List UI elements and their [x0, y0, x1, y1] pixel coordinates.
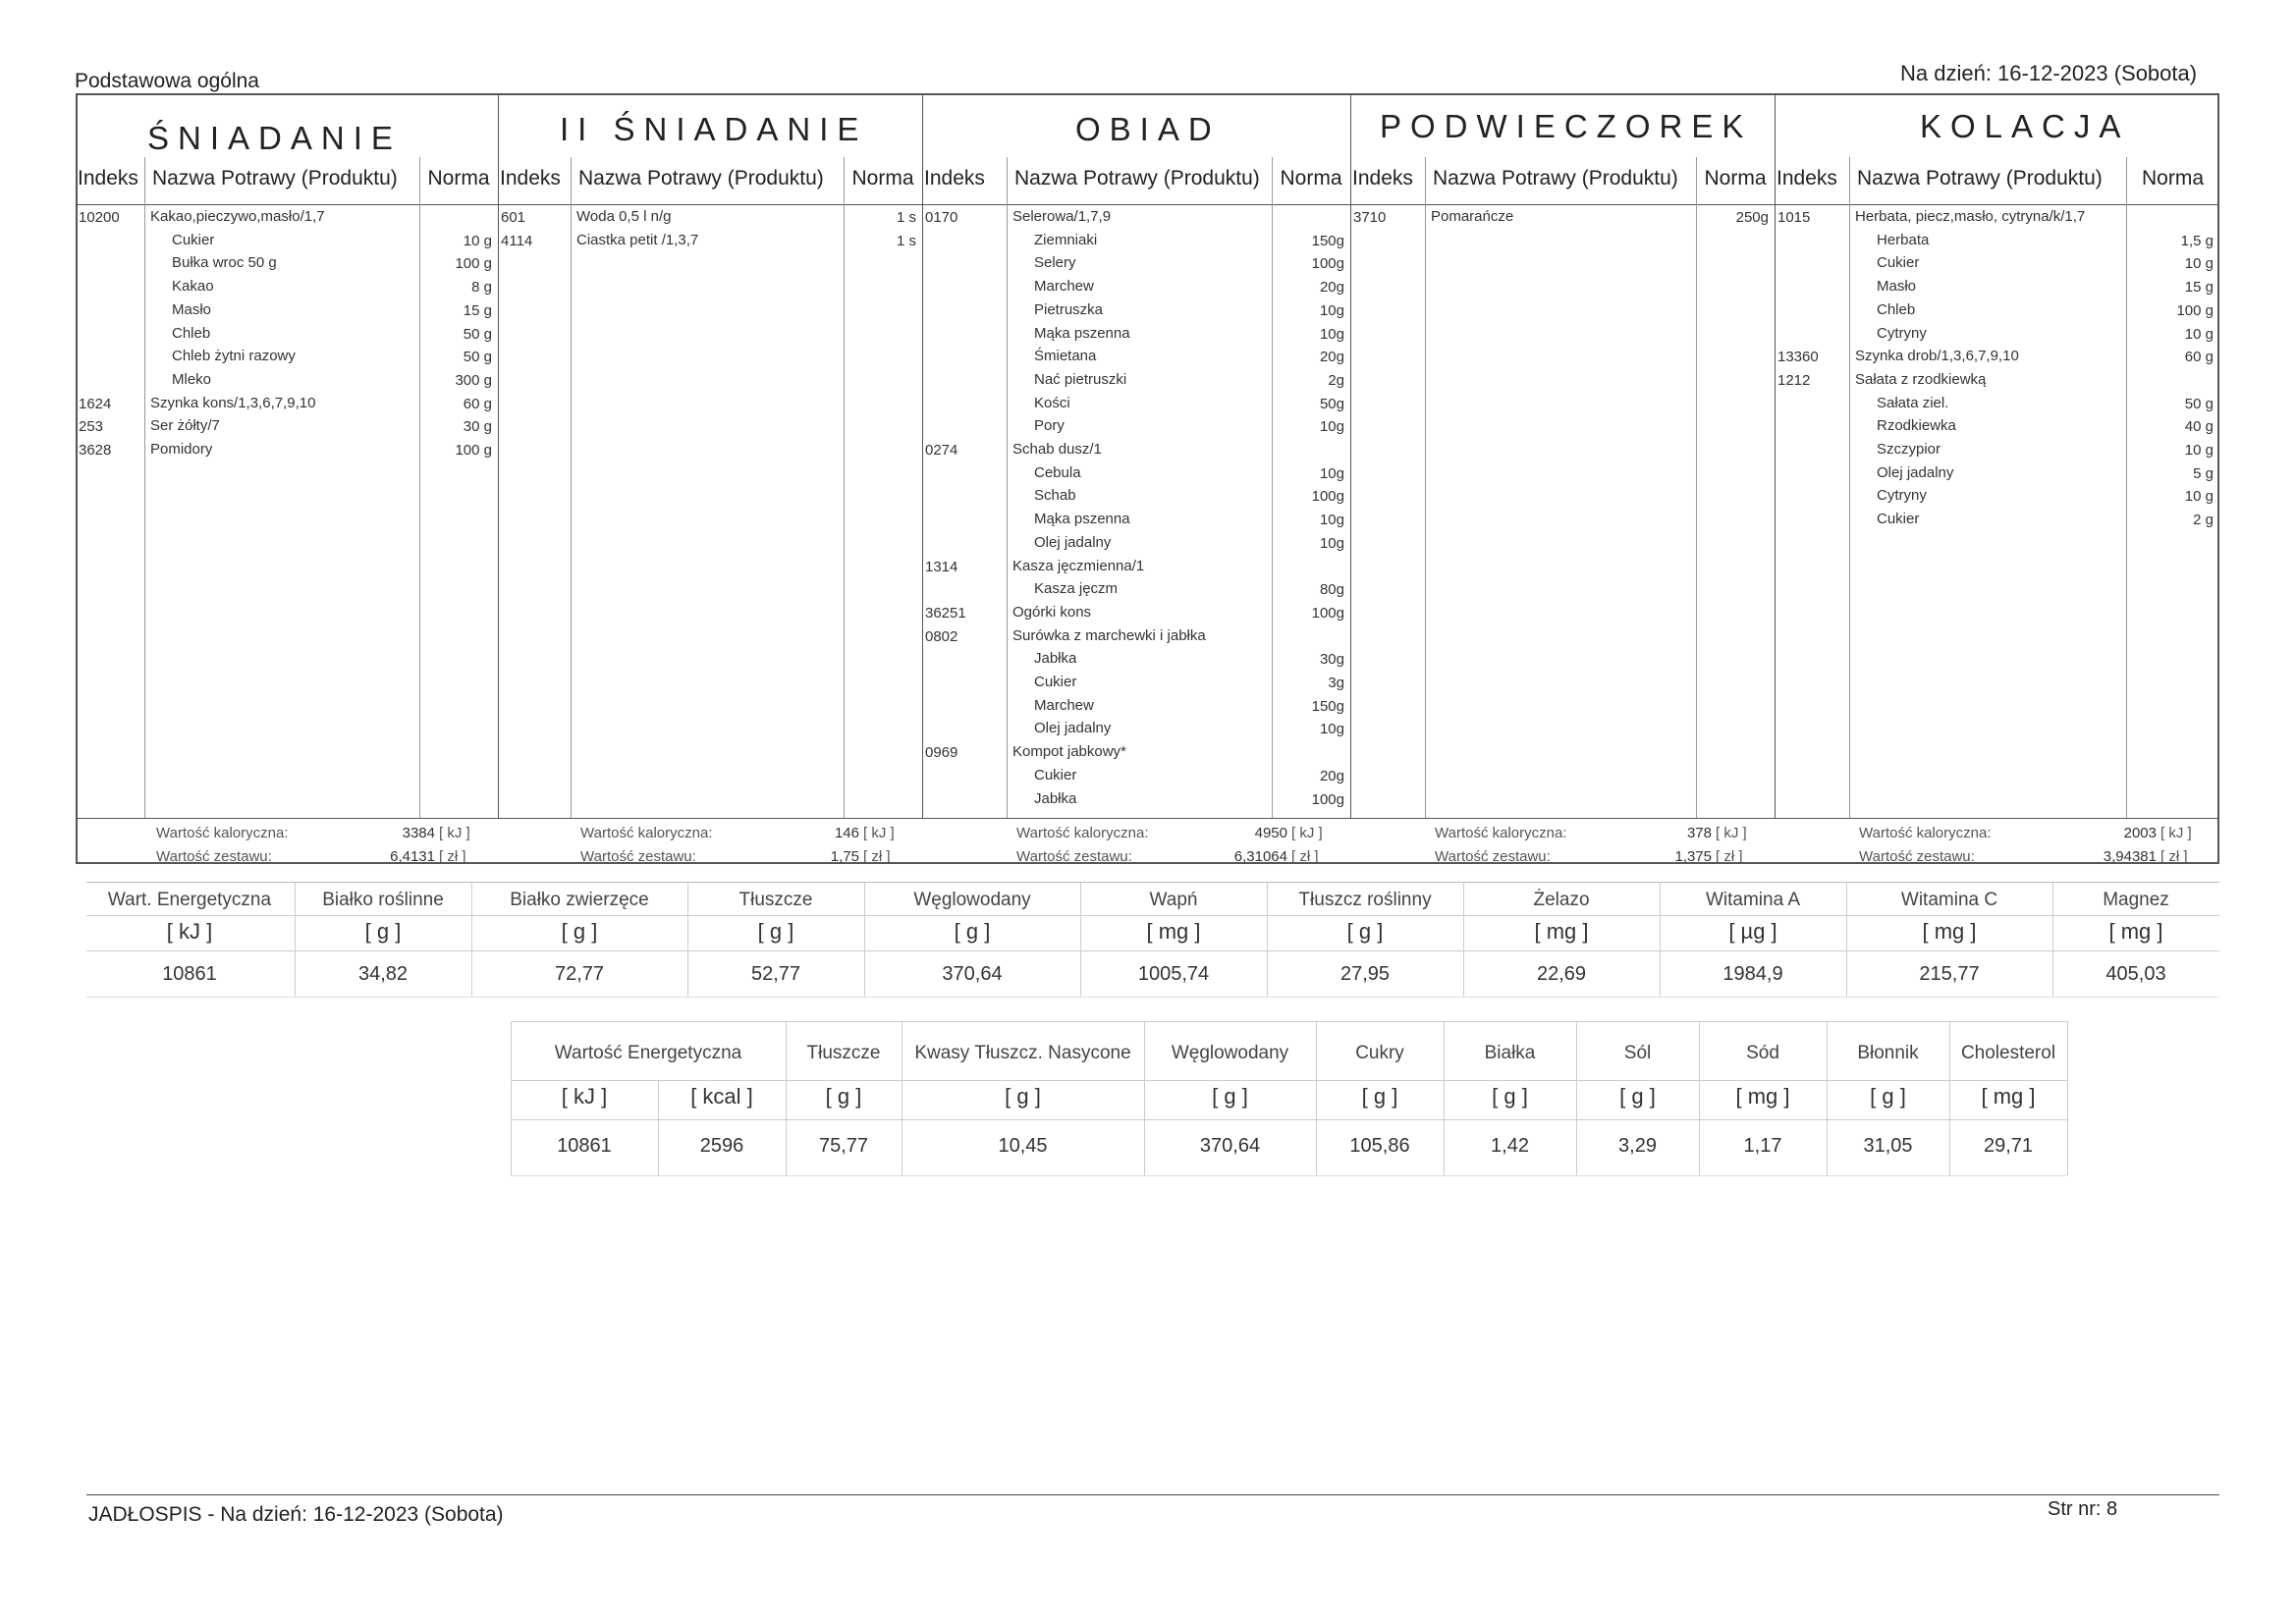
row-name: Kasza jęczmienna/1 — [1012, 557, 1145, 574]
cost-value: 6,4131 — [390, 848, 435, 865]
nutrition2-right — [2067, 1021, 2068, 1175]
nutrient-value: 1005,74 — [1137, 963, 1210, 985]
nutrient-value: 405,03 — [2105, 963, 2166, 985]
nutrition2-mid2 — [511, 1119, 2067, 1120]
row-name: Śmietana — [1034, 348, 1097, 365]
meal-title-0: ŚNIADANIE — [147, 120, 402, 156]
nutrient-unit: [ mg ] — [2108, 919, 2163, 944]
row-norm: 10g — [1319, 301, 1344, 319]
row-name: Szynka drob/1,3,6,7,9,10 — [1855, 348, 2019, 365]
calorie-unit: [ kJ ] — [1716, 825, 1747, 841]
row-name: Szynka kons/1,3,6,7,9,10 — [150, 394, 316, 411]
row-name: Cukier — [1034, 674, 1077, 690]
row-norm: 50g — [1319, 395, 1344, 412]
diet-name: Podstawowa ogólna — [75, 70, 259, 92]
meal-divider — [922, 93, 923, 818]
row-name: Cukier — [1877, 511, 1920, 528]
nutrient-value: 370,64 — [1199, 1135, 1261, 1157]
row-name: Bułka wroc 50 g — [172, 254, 277, 272]
row-norm: 20g — [1319, 279, 1344, 297]
nutrient-unit: [ g ] — [1619, 1084, 1656, 1109]
nutrient-name: Witamina C — [1900, 890, 1998, 910]
row-norm: 2g — [1328, 371, 1344, 389]
meal-title-2: OBIAD — [1075, 111, 1221, 147]
row-norm: 10 g — [463, 232, 492, 249]
column-header-norm: Norma — [1280, 167, 1342, 189]
norm-col-divider — [1696, 157, 1697, 818]
nutrition2-left — [511, 1021, 512, 1175]
nutrition1-top — [86, 882, 2219, 883]
row-name: Rzodkiewka — [1877, 417, 1956, 435]
row-name: Schab dusz/1 — [1012, 441, 1102, 458]
row-index: 10200 — [79, 209, 120, 226]
row-index: 0274 — [925, 442, 958, 459]
nutrient-name: Tłuszcze — [738, 890, 813, 910]
nutrient-unit: [ g ] — [757, 919, 794, 944]
column-header-norm: Norma — [427, 167, 490, 189]
column-header-name: Nazwa Potrawy (Produktu) — [578, 167, 824, 189]
nutrient-value: 370,64 — [942, 963, 1003, 985]
row-index: 601 — [501, 209, 526, 226]
row-norm: 10 g — [2184, 325, 2214, 343]
row-name: Pietruszka — [1034, 300, 1104, 318]
column-header-name: Nazwa Potrawy (Produktu) — [1014, 167, 1260, 189]
row-name: Masło — [1877, 278, 1917, 296]
row-norm: 1 s — [896, 232, 916, 249]
row-norm: 80g — [1319, 581, 1344, 599]
cost-label: Wartość zestawu: — [580, 848, 696, 865]
row-index: 4114 — [501, 232, 533, 249]
index-col-divider — [144, 157, 145, 818]
nutrient-value: 1,42 — [1491, 1135, 1529, 1157]
row-norm: 1,5 g — [2180, 232, 2214, 249]
nutrient-value: 34,82 — [357, 963, 409, 985]
nutrient-name: Wapń — [1149, 890, 1198, 910]
row-name: Woda 0,5 l n/g — [576, 208, 672, 225]
nutrient-value: 10,45 — [998, 1135, 1048, 1157]
nutrient-value: 10861 — [557, 1135, 612, 1157]
meal-title-1: II ŚNIADANIE — [560, 111, 868, 147]
row-norm: 300 g — [455, 371, 492, 389]
row-index: 1314 — [925, 558, 958, 575]
calorie-unit: [ kJ ] — [863, 825, 895, 841]
row-name: Olej jadalny — [1034, 720, 1112, 737]
nutrient-unit: [ mg ] — [1735, 1084, 1790, 1109]
cost-value: 3,94381 — [2103, 848, 2157, 865]
row-name: Sałata ziel. — [1877, 394, 1949, 411]
nutrient-name: Białka — [1484, 1043, 1536, 1063]
index-col-divider — [571, 157, 572, 818]
cost-label: Wartość zestawu: — [156, 848, 272, 865]
index-col-divider — [1425, 157, 1426, 818]
nutrient-name: Magnez — [2103, 890, 2169, 910]
calorie-value: 4950 — [1254, 825, 1287, 841]
row-name: Surówka z marchewki i jabłka — [1012, 626, 1206, 644]
row-name: Herbata, piecz,masło, cytryna/k/1,7 — [1855, 208, 2086, 225]
nutrition2-mid — [511, 1080, 2067, 1081]
nutrient-value: 105,86 — [1349, 1135, 1410, 1157]
nutrient-value: 10861 — [162, 963, 217, 985]
row-norm: 10g — [1319, 325, 1344, 343]
nutrient-value: 22,69 — [1536, 963, 1587, 985]
nutrient-unit: [ g ] — [1346, 919, 1384, 944]
row-name: Cytryny — [1877, 487, 1927, 505]
column-header-index: Indeks — [500, 167, 561, 189]
row-norm: 30g — [1319, 651, 1344, 669]
row-name: Kości — [1034, 394, 1070, 411]
nutrient-unit: [ kcal ] — [690, 1084, 753, 1109]
row-index: 3628 — [79, 442, 112, 459]
calorie-label: Wartość kaloryczna: — [156, 825, 289, 841]
meal-divider — [1350, 93, 1351, 818]
row-name: Cytryny — [1877, 324, 1927, 342]
nutrient-value: 2596 — [699, 1135, 744, 1157]
row-norm: 20g — [1319, 349, 1344, 366]
row-index: 0969 — [925, 744, 958, 762]
row-name: Nać pietruszki — [1034, 370, 1127, 388]
row-index: 253 — [79, 418, 104, 436]
footer-title: JADŁOSPIS - Na dzień: 16-12-2023 (Sobota) — [88, 1503, 504, 1526]
row-norm: 50 g — [463, 325, 492, 343]
row-name: Kakao,pieczywo,masło/1,7 — [150, 208, 325, 225]
row-norm: 8 g — [471, 279, 492, 297]
meal-divider — [498, 93, 499, 818]
row-norm: 100g — [1311, 255, 1344, 273]
row-norm: 10 g — [2184, 488, 2214, 506]
cost-value: 6,31064 — [1233, 848, 1287, 865]
row-norm: 40 g — [2184, 418, 2214, 436]
cost-label: Wartość zestawu: — [1435, 848, 1551, 865]
row-name: Cukier — [1034, 766, 1077, 784]
row-name: Ogórki kons — [1012, 603, 1092, 621]
calorie-unit: [ kJ ] — [439, 825, 470, 841]
menu-date: Na dzień: 16-12-2023 (Sobota) — [1900, 61, 2198, 85]
calorie-unit: [ kJ ] — [1291, 825, 1323, 841]
row-norm: 100 g — [455, 442, 492, 459]
nutrient-name: Kwasy Tłuszcz. Nasycone — [914, 1043, 1131, 1063]
norm-col-divider — [844, 157, 845, 818]
page-number: Str nr: 8 — [2048, 1498, 2118, 1520]
nutrient-unit: [ µg ] — [1728, 919, 1777, 944]
nutrient-unit: [ mg ] — [1981, 1084, 2036, 1109]
column-header-index: Indeks — [924, 167, 985, 189]
row-norm: 100 g — [2176, 301, 2214, 319]
nutrient-unit: [ kJ ] — [561, 1084, 608, 1109]
row-name: Kompot jabkowy* — [1012, 743, 1126, 761]
nutrient-unit: [ g ] — [1361, 1084, 1398, 1109]
nutrient-unit: [ g ] — [1005, 1084, 1041, 1109]
row-name: Selerowa/1,7,9 — [1012, 208, 1112, 225]
row-name: Cukier — [172, 231, 215, 248]
column-header-index: Indeks — [1777, 167, 1837, 189]
calorie-label: Wartość kaloryczna: — [1859, 825, 1992, 841]
nutrient-name: Sód — [1746, 1043, 1779, 1063]
calorie-label: Wartość kaloryczna: — [1435, 825, 1567, 841]
cost-label: Wartość zestawu: — [1859, 848, 1975, 865]
calorie-value: 3384 — [402, 825, 435, 841]
row-name: Masło — [172, 300, 212, 318]
row-name: Kakao — [172, 278, 214, 296]
row-name: Szczypior — [1877, 441, 1941, 458]
row-norm: 30 g — [463, 418, 492, 436]
header-divider — [76, 204, 2219, 205]
calorie-unit: [ kJ ] — [2160, 825, 2192, 841]
row-norm: 10g — [1319, 464, 1344, 482]
calorie-label: Wartość kaloryczna: — [580, 825, 713, 841]
nutrient-value: 75,77 — [818, 1135, 869, 1157]
meal-divider — [1775, 93, 1776, 818]
row-norm: 3g — [1328, 675, 1344, 691]
row-name: Jabłka — [1034, 789, 1077, 807]
column-header-norm: Norma — [2141, 167, 2204, 189]
cost-value: 1,75 — [830, 848, 859, 865]
nutrient-unit: [ mg ] — [1534, 919, 1589, 944]
nutrient-value: 31,05 — [1863, 1135, 1913, 1157]
cost-unit: [ zł ] — [1291, 848, 1319, 865]
nutrient-value: 72,77 — [554, 963, 605, 985]
nutrient-name: Wart. Energetyczna — [107, 890, 272, 910]
nutrient-name: Cukry — [1355, 1043, 1404, 1063]
cost-label: Wartość zestawu: — [1016, 848, 1132, 865]
nutrient-value: 3,29 — [1618, 1135, 1657, 1157]
row-name: Mąka pszenna — [1034, 324, 1130, 342]
cost-unit: [ zł ] — [1716, 848, 1743, 865]
row-norm: 50 g — [2184, 395, 2214, 412]
row-name: Cebula — [1034, 463, 1081, 481]
nutrient-unit: [ g ] — [1212, 1084, 1248, 1109]
cost-unit: [ zł ] — [439, 848, 466, 865]
nutrient-name: Cholesterol — [1960, 1043, 2056, 1063]
row-norm: 10g — [1319, 418, 1344, 436]
row-norm: 100g — [1311, 790, 1344, 808]
nutrient-unit: [ g ] — [364, 919, 402, 944]
row-name: Chleb — [172, 324, 211, 342]
row-name: Ciastka petit /1,3,7 — [576, 231, 699, 248]
column-header-name: Nazwa Potrawy (Produktu) — [1857, 167, 2103, 189]
row-name: Chleb — [1877, 300, 1916, 318]
index-col-divider — [1849, 157, 1850, 818]
meal-title-4: KOLACJA — [1920, 108, 2130, 144]
nutrient-name: Błonnik — [1857, 1043, 1919, 1063]
row-index: 0170 — [925, 209, 958, 226]
nutrition2-top — [511, 1021, 2067, 1022]
calorie-value: 146 — [834, 825, 859, 841]
row-norm: 1 s — [896, 209, 916, 226]
row-norm: 150g — [1311, 232, 1344, 249]
nutrient-name: Witamina A — [1705, 890, 1801, 910]
row-name: Pomarańcze — [1431, 208, 1514, 225]
row-norm: 10g — [1319, 534, 1344, 552]
nutrient-value: 29,71 — [1983, 1135, 2034, 1157]
row-name: Pomidory — [150, 441, 213, 458]
row-norm: 100g — [1311, 604, 1344, 622]
row-name: Ser żółty/7 — [150, 417, 220, 435]
row-norm: 15 g — [2184, 279, 2214, 297]
column-header-norm: Norma — [851, 167, 914, 189]
nutrient-name: Węglowodany — [913, 890, 1031, 910]
nutrient-unit: [ mg ] — [1922, 919, 1977, 944]
index-col-divider — [1007, 157, 1008, 818]
nutrient-value: 27,95 — [1339, 963, 1391, 985]
nutrient-unit: [ g ] — [1870, 1084, 1906, 1109]
nutrient-name: Żelazo — [1533, 890, 1590, 910]
row-index: 36251 — [925, 604, 966, 622]
column-header-name: Nazwa Potrawy (Produktu) — [1433, 167, 1678, 189]
row-name: Schab — [1034, 487, 1076, 505]
cost-unit: [ zł ] — [2160, 848, 2188, 865]
nutrient-name: Sól — [1623, 1043, 1652, 1063]
row-name: Kasza jęczm — [1034, 580, 1119, 598]
row-name: Marchew — [1034, 696, 1094, 714]
row-index: 1212 — [1777, 371, 1811, 389]
row-norm: 60 g — [2184, 349, 2214, 366]
nutrient-unit: [ g ] — [561, 919, 598, 944]
calorie-value: 2003 — [2123, 825, 2157, 841]
row-norm: 250g — [1735, 209, 1769, 226]
nutrition2-bottom — [511, 1175, 2067, 1176]
row-name: Ziemniaki — [1034, 231, 1098, 248]
nutrient-name: Białko roślinne — [322, 890, 444, 910]
nutrient-unit: [ mg ] — [1146, 919, 1201, 944]
calorie-value: 378 — [1686, 825, 1712, 841]
energy-label: Wartość Energetyczna — [554, 1043, 742, 1063]
nutrient-value: 52,77 — [750, 963, 801, 985]
row-index: 1015 — [1777, 209, 1811, 226]
footer-divider — [86, 1494, 2219, 1495]
nutrition1-bottom — [86, 997, 2219, 998]
row-norm: 10g — [1319, 721, 1344, 738]
row-name: Olej jadalny — [1877, 463, 1954, 481]
row-norm: 50 g — [463, 349, 492, 366]
row-norm: 150g — [1311, 697, 1344, 715]
row-name: Herbata — [1877, 231, 1930, 248]
column-header-name: Nazwa Potrawy (Produktu) — [152, 167, 398, 189]
row-index: 0802 — [925, 627, 958, 645]
row-name: Olej jadalny — [1034, 533, 1112, 551]
cost-unit: [ zł ] — [863, 848, 891, 865]
row-name: Selery — [1034, 254, 1076, 272]
meal-title-3: PODWIECZOREK — [1380, 108, 1753, 144]
nutrient-name: Białko zwierzęce — [510, 890, 649, 910]
row-norm: 2 g — [2193, 512, 2214, 529]
row-index: 3710 — [1353, 209, 1387, 226]
nutrient-value: 1,17 — [1743, 1135, 1782, 1157]
row-name: Mleko — [172, 370, 212, 388]
column-header-norm: Norma — [1704, 167, 1767, 189]
column-header-index: Indeks — [1352, 167, 1413, 189]
calorie-label: Wartość kaloryczna: — [1016, 825, 1149, 841]
row-norm: 15 g — [463, 301, 492, 319]
nutrient-name: Węglowodany — [1171, 1043, 1289, 1063]
nutrient-value: 215,77 — [1919, 963, 1980, 985]
row-name: Jabłka — [1034, 650, 1077, 668]
row-norm: 10 g — [2184, 255, 2214, 273]
nutrient-name: Tłuszcz roślinny — [1298, 890, 1432, 910]
cost-value: 1,375 — [1674, 848, 1712, 865]
row-norm: 5 g — [2193, 464, 2214, 482]
row-norm: 100g — [1311, 488, 1344, 506]
nutrient-name: Tłuszcze — [806, 1043, 881, 1063]
row-norm: 10g — [1319, 512, 1344, 529]
nutrient-unit: [ g ] — [1492, 1084, 1528, 1109]
nutrition1-mid — [86, 915, 2219, 916]
row-name: Pory — [1034, 417, 1065, 435]
summary-divider — [76, 818, 2219, 819]
row-name: Chleb żytni razowy — [172, 348, 296, 365]
nutrient-unit: [ kJ ] — [166, 919, 213, 944]
nutrient-unit: [ g ] — [825, 1084, 862, 1109]
row-norm: 100 g — [455, 255, 492, 273]
row-index: 1624 — [79, 395, 112, 412]
row-norm: 60 g — [463, 395, 492, 412]
row-name: Cukier — [1877, 254, 1920, 272]
column-header-index: Indeks — [78, 167, 138, 189]
nutrition1-mid2 — [86, 950, 2219, 951]
row-name: Sałata z rzodkiewką — [1855, 370, 1987, 388]
row-index: 13360 — [1777, 349, 1819, 366]
row-name: Marchew — [1034, 278, 1094, 296]
nutrient-unit: [ g ] — [954, 919, 991, 944]
nutrient-value: 1984,9 — [1722, 963, 1783, 985]
row-norm: 10 g — [2184, 442, 2214, 459]
row-norm: 20g — [1319, 767, 1344, 784]
row-name: Mąka pszenna — [1034, 511, 1130, 528]
